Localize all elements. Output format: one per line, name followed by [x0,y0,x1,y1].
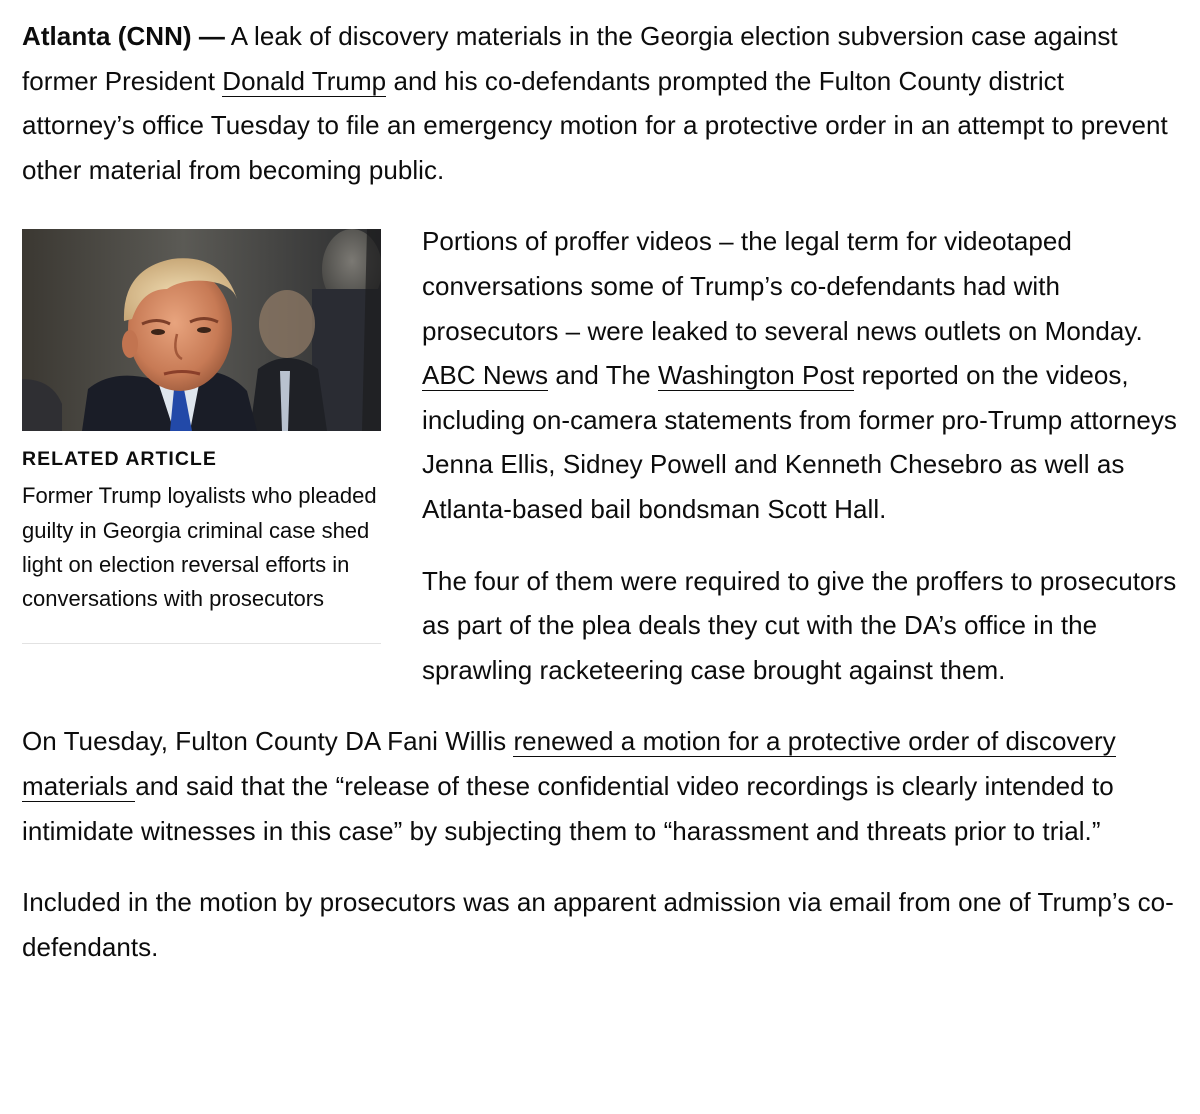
paragraph-text: and said that the “release of these confidential video recordings is clearly intended to intimidate witnesses in this case” by subjecting them to “harassment and threats prior to trial.” [22,770,1114,846]
paragraph-plea-deals: The four of them were required to give the proffers to prosecutors as part of the plea deals they cut with the DA’s office in the sprawling racketeering case brought against them. [422,565,1177,685]
related-article-divider [22,643,381,644]
paragraph-text: and The [548,360,658,391]
related-article-card[interactable] [22,229,381,644]
link-donald-trump[interactable]: Donald Trump [222,65,387,96]
related-article-headline-link[interactable]: Former Trump loyalists who pleaded guilty in Georgia criminal case shed light on election reversal efforts in conversations with prosecutors [22,483,377,611]
paragraph-text: On Tuesday, Fulton County DA Fani Willis [22,726,514,757]
paragraph-text: reported on the videos, including on-camera statements from former pro-Trump attorneys Jenna Ellis, Sidney Powell and Kenneth Chesebro as well as Atlanta-based bail bondsman Scott Hall. [422,360,1177,524]
dateline: Atlanta (CNN) — [22,21,225,51]
link-washington-post[interactable]: Washington Post [657,360,855,391]
link-abc-news[interactable]: ABC News [422,360,549,391]
paragraph-email-admission: Included in the motion by prosecutors was an apparent admission via email from one of Trump’s co-defendants. [22,887,1174,962]
link-protective-order-motion[interactable]: renewed a motion for a protective order of discovery materials [22,726,1116,801]
paragraph-text: A leak of discovery materials in the Georgia election subversion case against former President [22,21,1118,96]
related-article-image[interactable] [22,229,381,431]
paragraph-text: and his co-defendants prompted the Fulton County district attorney’s office Tuesday to file an emergency motion for a protective order in an attempt to prevent other material from becoming public. [22,65,1168,185]
paragraph-protective-order [22,719,1182,853]
paragraph-lede [22,14,1182,192]
paragraph-text: Portions of proffer videos – the legal term for videotaped conversations some of Trump’s co-defendants had with prosecutors – were leaked to several news outlets on Monday. [422,226,1143,346]
related-article-kicker: RELATED ARTICLE [22,448,217,471]
